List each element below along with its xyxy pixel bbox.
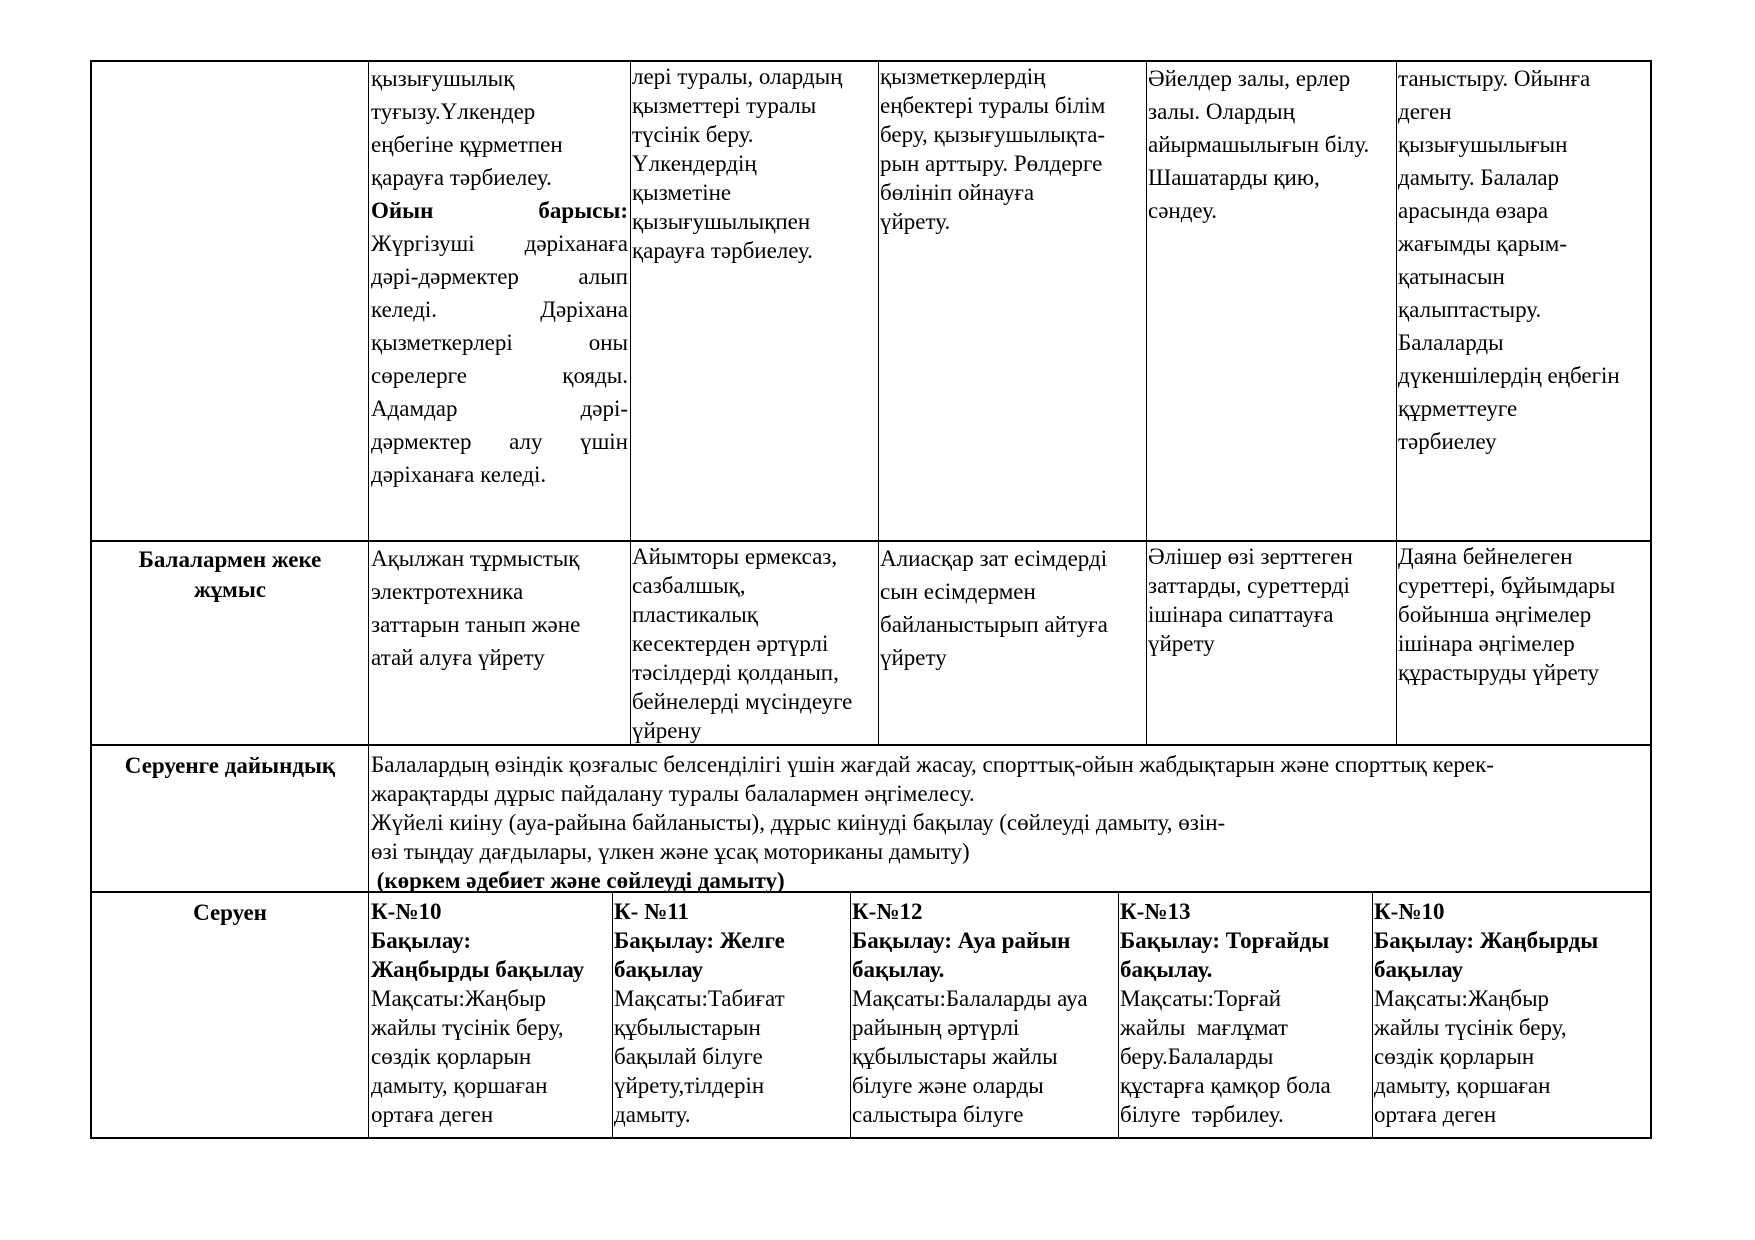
text-line: Шашатарды қию, (1148, 165, 1320, 190)
text-line: сөздік қорларын (1374, 1044, 1535, 1069)
text-line: қарауға тәрбиелеу. (632, 238, 813, 263)
walk-col2-cell (614, 897, 849, 1137)
text-line: дәріханаға келеді. (371, 462, 547, 487)
game-heading (371, 194, 628, 227)
top-col3-cell (880, 62, 1144, 236)
column-divider (1372, 891, 1373, 1139)
individual-col4-cell (1148, 542, 1394, 658)
text-line: үйрету (880, 645, 947, 670)
observation-number: К- №11 (614, 899, 689, 924)
text-line: Балаларды (1398, 330, 1504, 355)
text-line: залы. Олардың (1148, 99, 1295, 124)
text-line: келеді. Дәріхана (371, 297, 628, 322)
text-line: қызметіне (632, 180, 732, 205)
observation-number: К-№13 (1120, 899, 1191, 924)
text-line: сөздік қорларын (371, 1044, 532, 1069)
text-line: қызметтері туралы (632, 93, 817, 118)
text-line: Жүргізуші дәріханаға (371, 231, 628, 256)
text-line: дамыту. (614, 1102, 691, 1127)
text-line: ортаға деген (371, 1102, 494, 1127)
text-line: құбылыстары жайлы (852, 1044, 1058, 1069)
observation-title: бақылау (1374, 957, 1463, 982)
text-line: Мақсаты:Балаларды ауа (852, 986, 1088, 1011)
text-line: қатынасын (1398, 264, 1505, 289)
row-label-walk-preparation (92, 751, 368, 781)
text-line: пластикалық (632, 602, 758, 627)
text-line: құбылыстарын (614, 1015, 761, 1040)
text-line: білуге және оларды (852, 1073, 1044, 1098)
text-line: Мақсаты:Торғай (1120, 986, 1282, 1011)
observation-title: Бақылау: Торғайды (1120, 928, 1330, 953)
column-divider (1118, 891, 1119, 1139)
column-divider (1396, 60, 1397, 744)
text-line: Жүйелі киіну (ауа-райына байланысты), дұрыс киінуді бақылау (сөйлеуді дамыту, өзін- (371, 810, 1226, 835)
text-line: Мақсаты:Табиғат (614, 986, 785, 1011)
text-line: дәрі-дәрмектер алып (371, 264, 628, 289)
text-line: дамыту. Балалар (1398, 165, 1560, 190)
text-line: жайлы түсінік беру, (371, 1015, 564, 1040)
text-line: кесектерден әртүрлі (632, 631, 829, 656)
column-divider (878, 60, 879, 744)
text-line: деген (1398, 99, 1452, 124)
text-line: құстарға қамқор бола (1120, 1073, 1331, 1098)
text-line: электротехника (371, 579, 524, 604)
text-line: арасында өзара (1398, 198, 1549, 223)
text-line: қарауға тәрбиелеу. (371, 165, 552, 190)
text-line: Мақсаты:Жаңбыр (1374, 986, 1550, 1011)
text-line: қызығушылықпен (632, 209, 811, 234)
text-line: сын есімдермен (880, 579, 1036, 604)
observation-number: К-№12 (852, 899, 923, 924)
text-line: бейнелерді мүсіндеуге (632, 689, 853, 714)
column-divider (1146, 60, 1147, 744)
text-line: Алиасқар зат есімдерді (880, 546, 1108, 571)
text-line: сәндеу. (1148, 198, 1218, 223)
observation-number: К-№10 (371, 899, 442, 924)
text-line: заттарды, суреттерді (1148, 573, 1350, 598)
text-line: Әйелдер залы, ерлер (1148, 66, 1351, 91)
individual-col5-cell (1398, 542, 1650, 687)
text-line: Ақылжан тұрмыстық (371, 546, 580, 571)
top-col4-cell (1148, 62, 1394, 227)
text-line: Даяна бейнелеген (1398, 544, 1573, 569)
walk-col3-cell (852, 897, 1117, 1137)
text-line: сөрелерге қояды. (371, 363, 628, 388)
text-line: білуге тәрбилеу. (1120, 1102, 1284, 1127)
text-line: тәрбиелеу (1398, 429, 1497, 454)
text-line: бақылай білуге (614, 1044, 763, 1069)
text-line: сазбалшық, (632, 573, 746, 598)
text-line-bold: (көркем әдебиет және сөйлеуді дамыту) (371, 868, 785, 893)
row-label-individual-work (92, 545, 368, 605)
text-line: айырмашылығын білу. (1148, 132, 1370, 157)
text-line: жағымды қарым- (1398, 231, 1567, 256)
text-line: Айымторы ермексаз, (632, 544, 838, 569)
text-line: атай алуға үйрету (371, 645, 545, 670)
text-line: қалыптастыру. (1398, 297, 1542, 322)
observation-title: Бақылау: Ауа райын (852, 928, 1071, 953)
text-line: рын арттыру. Рөлдерге (880, 151, 1103, 176)
game-heading-left: Ойын (371, 198, 434, 223)
text-line: құрастыруды үйрету (1398, 660, 1600, 685)
text-line: ішінара сипаттауға (1148, 602, 1334, 627)
text-line: Үлкендердің (632, 151, 757, 176)
column-divider (850, 891, 851, 1139)
text-line: ішінара әңгімелер (1398, 631, 1575, 656)
game-heading-right: барысы: (538, 198, 628, 223)
text-line: үйрену (632, 718, 702, 743)
text-line: Адамдар дәрі- (371, 396, 628, 421)
top-col1-cell (371, 62, 628, 491)
text-line: жарақтарды дұрыс пайдалану туралы балалармен әңгімелесу. (371, 781, 975, 806)
text-line: бөлініп ойнауға (880, 180, 1035, 205)
text-line: қызметкерлері оны (371, 330, 628, 355)
text-line: беру, қызығушылықта- (880, 122, 1106, 147)
observation-number: К-№10 (1374, 899, 1445, 924)
walk-prep-cell (371, 750, 1650, 895)
text-line: лері туралы, олардың (632, 64, 843, 89)
text-line: қызығушылығын (1398, 132, 1568, 157)
text-line: еңбегіне құрметпен (371, 132, 563, 157)
text-line: бойынша әңгімелер (1398, 602, 1592, 627)
individual-col1-cell (371, 542, 628, 674)
text-line: ортаға деген (1374, 1102, 1497, 1127)
walk-col1-cell (371, 897, 611, 1137)
observation-title: Жаңбырды бақылау (371, 957, 585, 982)
label-line: Балалармен жеке (138, 547, 322, 572)
text-line: салыстыра білуге (852, 1102, 1024, 1127)
text-line: Әлішер өзі зерттеген (1148, 544, 1353, 569)
observation-title: Бақылау: (371, 928, 472, 953)
top-col2-cell (632, 62, 876, 265)
text-line: заттарын танып және (371, 612, 581, 637)
text-line: таныстыру. Ойынға (1398, 66, 1591, 91)
text-line: қызметкерлердің (880, 64, 1046, 89)
walk-col4-cell (1120, 897, 1371, 1137)
top-col5-cell (1398, 62, 1650, 458)
observation-title: бақылау. (852, 957, 945, 982)
text-line: райының әртүрлі (852, 1015, 1020, 1040)
text-line: тәсілдерді қолданып, (632, 660, 839, 685)
text-line: дүкеншілердің еңбегін (1398, 363, 1620, 388)
text-line: Балалардың өзіндік қозғалыс белсенділігі үшін жағдай жасау, спорттық-ойын жабдықтарын және спорттық керек- (371, 752, 1494, 777)
text-line: қызығушылық (371, 66, 515, 91)
text-line: түсінік беру. (632, 122, 754, 147)
column-divider (630, 60, 631, 744)
observation-title: бақылау (614, 957, 703, 982)
row-label-walk (92, 898, 368, 928)
text-line: дамыту, қоршаған (1374, 1073, 1551, 1098)
text-line: беру.Балаларды (1120, 1044, 1274, 1069)
text-line: құрметтеуге (1398, 396, 1518, 421)
observation-title: Бақылау: Желге (614, 928, 785, 953)
column-divider (612, 891, 613, 1139)
text-line: жайлы түсінік беру, (1374, 1015, 1567, 1040)
text-line: үйрету,тілдерін (614, 1073, 765, 1098)
text-line: еңбектері туралы білім (880, 93, 1106, 118)
text-line: өзі тыңдау дағдылары, үлкен және ұсақ моториканы дамыту) (371, 839, 970, 864)
label-line: Серуен (193, 900, 267, 925)
text-line: үйрету. (880, 209, 951, 234)
individual-col2-cell (632, 542, 876, 743)
label-line: жұмыс (193, 577, 266, 602)
text-line: үйрету (1148, 631, 1215, 656)
individual-col3-cell (880, 542, 1144, 674)
text-line: дәрмектер алу үшін (371, 429, 628, 454)
text-line: суреттері, бұйымдары (1398, 573, 1616, 598)
column-divider (368, 60, 369, 1139)
text-line: жайлы мағлұмат (1120, 1015, 1288, 1040)
observation-title: бақылау. (1120, 957, 1213, 982)
observation-title: Бақылау: Жаңбырды (1374, 928, 1599, 953)
text-line: дамыту, қоршаған (371, 1073, 548, 1098)
text-line: байланыстырып айтуға (880, 612, 1108, 637)
text-line: Мақсаты:Жаңбыр (371, 986, 547, 1011)
row-divider (90, 744, 1652, 746)
label-line: Серуенге дайындық (124, 753, 336, 778)
text-line: туғызу.Үлкендер (371, 99, 536, 124)
walk-col5-cell (1374, 897, 1650, 1137)
